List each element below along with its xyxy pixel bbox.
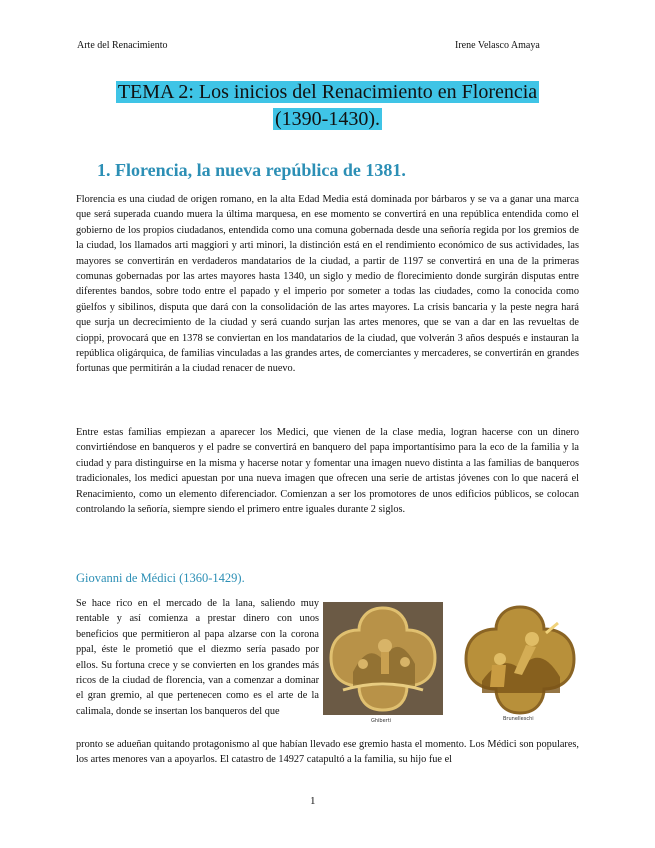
- figure-caption-1: Ghiberti: [371, 718, 392, 724]
- body-paragraph-1: Florencia es una ciudad de origen romano, en la alta Edad Media está dominada por bárbaros y se va a ganar una marca que será superada cuando muera la última marquesa, en ese momento se convertirá en una república entendida como el gobierno de los propios ciudadanos, entendida como una comuna gobernada desde una señoría regida por los gremios de la ciudad, los llamados arti maggiori y arti minori, la distinción está en el rendimiento económico de sus actividades, las mayores se convertirán en verdaderos mandatarios de la ciudad, a partir de 1197 se convertirá en una de la primeras comunas gobernadas por las artes mayores hasta 1340, un siglo y medio de florecimiento donde surgirán disputas entre diferentes bandos, sobre todo entre el papado y el imperio por someter a todas las ciudades, como la conocida como güelfos y sibilinos, disputa que dará con la consolidación de las artes mayores. La crisis bancaria y la peste negra hará que surja un decrecimiento de la ciudad y será cuando surjan las artes menores, que se van a dar en las revueltas de cioppi, provocará que en 1378 se conviertan en los mandatarios de la ciudad, que volverán 3 años después e instauran la república oligárquica, de familias vinculadas a las grandes artes, de comerciantes y mercaderes, se convertirán en grandes fortunas que permitirán a la ciudad renacer de nuevo.: [76, 194, 579, 375]
- body-paragraph-continued: pronto se adueñan quitando protagonismo al que habían llevado ese gremio hasta el momento. Los Médici son populares, los artes menores van a apoyarlos. El catastro de 14927 catapultó a la familia, su hijo fue el: [76, 739, 579, 766]
- header-right: Irene Velasco Amaya: [455, 40, 540, 51]
- relief-image-ghiberti: [323, 602, 443, 715]
- page-title: [60, 79, 595, 133]
- figure-caption-2: Brunelleschi: [503, 716, 534, 722]
- page-number: 1: [310, 795, 316, 807]
- title-line-2: (1390-1430).: [275, 108, 380, 130]
- header-left: Arte del Renacimiento: [77, 40, 168, 51]
- section-heading-1: 1. Florencia, la nueva república de 1381.: [97, 160, 406, 180]
- body-paragraph-side: Se hace rico en el mercado de la lana, saliendo muy rentable y así comienza a prestar dinero con unos beneficios que permitieron al papa alzarse con la corona ppal, éste le prometió que el diezmo sería pasado por ellos. Su fortuna crece y se convierten en los grandes más ricos de la ciudad de florencia, van a comenzar a dominar el gran gremio, al que pertenecen como es el arte de la calimala, donde se insertan los banqueros del que: [76, 598, 319, 717]
- section-heading-2: Giovanni de Médici (1360-1429).: [76, 571, 245, 585]
- relief-image-brunelleschi: [462, 603, 578, 715]
- body-paragraph-2: Entre estas familias empiezan a aparecer los Medici, que vienen de la clase media, logran hacerse con un dinero convirtiéndose en banqueros y el padre se convertirá en banquero del papa importantísimo para la eco de la familia y la ciudad y para distinguirse en la misma y hacerse notar y fomentar una imagen nuevo distinta a las familias de banqueros tradicionales, los medici apuestan por una nueva imagen que ofrecen una serie de artistas jóvenes con lo que nacerá el Renacimiento, como un elemento diferenciador. Comienzan a ser los promotores de unos edificios públicos, se colocan controlando la señoría, siempre siendo el primero entre iguales durante 2 siglos.: [76, 427, 579, 516]
- title-line-1: TEMA 2: Los inicios del Renacimiento en Florencia: [117, 81, 538, 103]
